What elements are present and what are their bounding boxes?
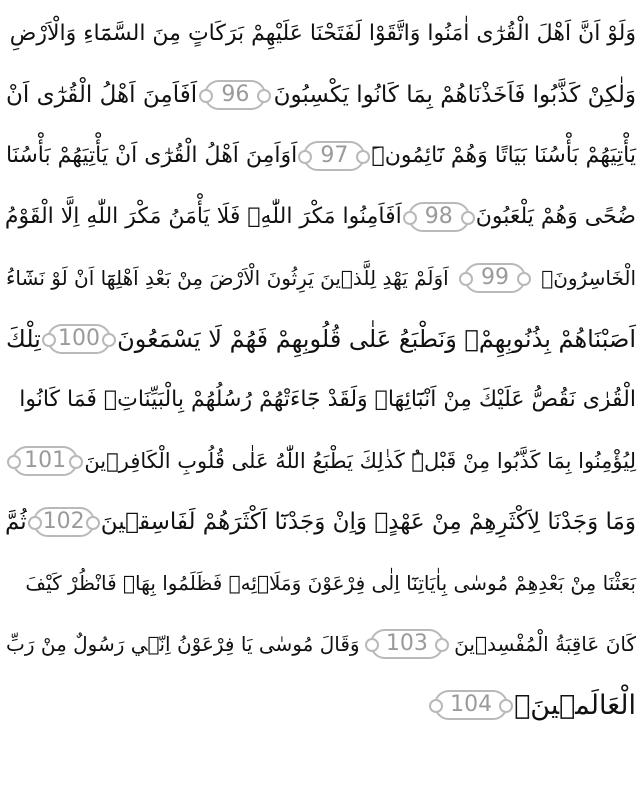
text-line-4	[6, 191, 636, 243]
verse-text: اَصَبْنَاهُمْ بِذُنُوبِهِمْۚ وَنَطْبَعُ عَلٰى قُلُوبِهِمْ فَهُمْ لَا يَسْمَعُونَ	[117, 325, 636, 353]
verse-text: لِيُؤْمِنُوا بِمَا كَذَّبُوا مِنْ قَبْلُۜ كَذٰلِكَ يَطْبَعُ اللّٰهُ عَلٰى قُلُوبِ الْكَافِر۪ينَ	[84, 448, 636, 473]
text-line-7	[6, 374, 636, 426]
verse-text: وَلَوْ اَنَّ اَهْلَ الْقُرٰٓى اٰمَنُوا وَاتَّقَوْا لَفَتَحْنَا عَلَيْهِمْ بَرَكَاتٍ مِنَ السَّمَٓاءِ وَالْاَرْضِ	[9, 21, 636, 46]
verse-text: ثُمَّ	[4, 508, 27, 535]
verse-text: وَلٰكِنْ كَذَّبُوا فَاَخَذْنَاهُمْ بِمَا كَانُوا يَكْسِبُونَ	[273, 81, 636, 108]
ayah-number-marker: 101	[12, 446, 78, 476]
verse-text: الْقُرٰى نَقُصُّ عَلَيْكَ مِنْ اَنْبَٓائِهَاۚ وَلَقَدْ جَٓاءَتْهُمْ رُسُلُهُمْ بِالْبَيِّنَاتِۚ فَمَا كَانُوا	[19, 387, 636, 412]
text-line-9	[6, 496, 636, 548]
text-line-3	[6, 130, 636, 182]
verse-text: يَأْتِيَهُمْ بَأْسُنَا بَيَاتًا وَهُمْ نَٓائِمُونَۜ	[371, 143, 636, 168]
verse-text: الْعَالَم۪ينَۙ	[514, 689, 636, 721]
verse-text: وَمَا وَجَدْنَا لِاَكْثَرِهِمْ مِنْ عَهْدٍۚ وَاِنْ وَجَدْنَٓا اَكْثَرَهُمْ لَفَاسِق۪ينَ	[100, 508, 636, 535]
text-line-2	[6, 69, 636, 121]
text-line-6	[6, 313, 636, 365]
verse-text: الْخَاسِرُونَۚ	[541, 266, 636, 290]
ayah-number-marker: 96	[204, 80, 266, 110]
verse-text: بَعَثْنَا مِنْ بَعْدِهِمْ مُوسٰى بِاٰيَاتِنَٓا اِلٰى فِرْعَوْنَ وَمَلَا۬ئِه۪ فَظَلَمُوا بِهَاۚ فَانْظُرْ كَيْفَ	[25, 571, 636, 595]
ayah-number-marker: 97	[303, 141, 365, 171]
ayah-number-marker: 102	[33, 507, 95, 537]
ayah-number-marker: 103	[370, 629, 444, 659]
text-line-11	[6, 618, 636, 670]
verse-text: اَفَاَمِنُوا مَكْرَ اللّٰهِۚ فَلَا يَأْمَنُ مَكْرَ اللّٰهِ اِلَّا الْقَوْمُ	[4, 204, 402, 229]
verse-text: اَوَاَمِنَ اَهْلُ الْقُرٰٓى اَنْ يَأْتِيَهُمْ بَأْسُنَا	[6, 143, 298, 168]
verse-text: اَفَاَمِنَ اَهْلُ الْقُرٰٓى اَنْ	[6, 81, 198, 108]
ayah-number-marker: 104	[434, 690, 508, 720]
ayah-number-marker: 98	[408, 202, 470, 232]
text-line-8	[6, 435, 636, 487]
verse-text: ضُحًى وَهُمْ يَلْعَبُونَ	[475, 204, 636, 229]
text-line-10	[6, 557, 636, 609]
verse-text: وَقَالَ مُوسٰى يَا فِرْعَوْنُ اِنّ۪ي رَسُولٌ مِنْ رَبِّ	[6, 632, 360, 656]
verse-text: كَانَ عَاقِبَةُ الْمُفْسِد۪ينَ	[454, 632, 636, 656]
text-line-12	[6, 679, 636, 731]
verse-text: تِلْكَ	[6, 325, 41, 353]
verse-text: اَوَلَمْ يَهْدِ لِلَّذ۪ينَ يَرِثُونَ الْاَرْضَ مِنْ بَعْدِ اَهْلِهَٓا اَنْ لَوْ نَشَٓاءُ	[6, 266, 449, 290]
ayah-number-marker: 100	[47, 324, 111, 354]
text-line-1	[6, 8, 636, 60]
text-line-5	[6, 252, 636, 304]
ayah-number-marker: 99	[464, 263, 526, 293]
